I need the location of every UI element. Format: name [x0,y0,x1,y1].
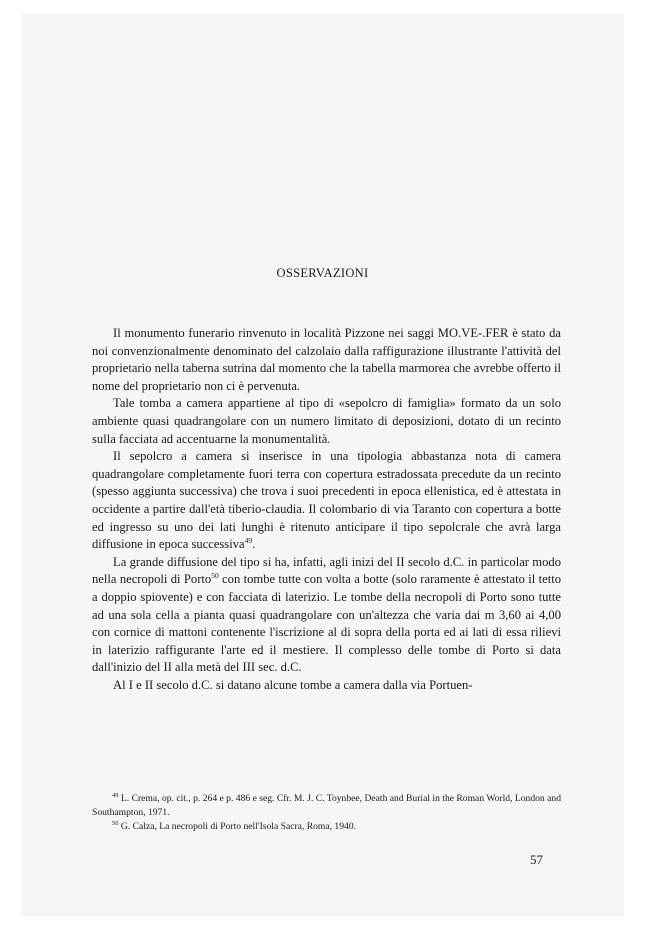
footnote-50 [92,820,561,834]
paragraph-1-text: Il monumento funerario rinvenuto in località Pizzone nei saggi MO.VE-.FER è stato da noi convenzionalmente denominato del calzolaio dalla raffigurazione illustrante l'attività del proprietario nella taberna sutrina dal momento che la tabella marmorea che avrebbe offerto il nome del proprietario non ci è pervenuta. [92,326,561,393]
page-number: 57 [530,852,543,867]
footnote-49 [92,792,561,820]
paragraph-4-text: La grande diffusione del tipo si ha, infatti, agli inizi del II secolo d.C. in particolar modo nella necropoli di Porto [92,554,561,587]
footnote-mark: 49 [112,791,119,799]
paragraph-5-text: Al I e II secolo d.C. si datano alcune tombe a camera dalla via Portuen- [113,677,473,692]
paragraph-2 [92,395,561,448]
body-text [92,325,561,694]
footnote-ref-49: 49 [244,535,253,545]
paragraph-1 [92,325,561,395]
footnote-ref-50: 50 [211,571,219,581]
paragraph-2-text: Tale tomba a camera appartiene al tipo di «sepolcro di famiglia» formato da un solo ambiente quasi quadrangolare con un numero limitato di deposizioni, dotato di un recinto sulla facciata ad accentuarne la monumentalità. [92,396,561,446]
footnote-mark: 50 [112,819,119,827]
paragraph-5 [92,677,561,695]
paragraph-3-text: Il sepolcro a camera si inserisce in una tipologia abbastanza nota di camera quadrangolare completamente fuori terra con copertura estradossata precedute da un recinto (spesso aggiunta successiva) che trova i suoi precedenti in epoca ellenistica, ed è attestata in occidente a partire dall'età tiberio-claudia. Il colombario di via Taranto con copertura a botte ed ingresso su uno dei lati lunghi è ritenuto anticipare il tipo sepolcrale che avrà larga diffusione in epoca successiva [92,449,561,552]
paragraph-4-end: con tombe tutte con volta a botte (solo raramente è attestato il tetto a doppio spiovente) e con facciata di laterizio. Le tombe della necropoli di Porto sono tutte ad una sola cella a pianta quasi quadrangolare con un'altezza che varia dai m 3,60 ai 4,00 con cornice di mattoni contenente l'iscrizione al di sopra della porta ed ai lati di essa rilievi in laterizio raffigurante l'arte ed il mestiere. Il complesso delle tombe di Porto si data dall'inizio del II alla metà del III sec. d.C. [92,572,561,675]
scanned-page [21,14,624,917]
footnotes [92,792,561,834]
footnote-text: G. Calza, La necropoli di Porto nell'Isola Sacra, Roma, 1940. [120,821,357,832]
paragraph-3-end: . [252,537,256,552]
paragraph-3 [92,448,561,554]
section-heading: OSSERVAZIONI [276,266,369,280]
paragraph-4 [92,554,561,677]
footnote-text: L. Crema, op. cit., p. 264 e p. 486 e seg. Cfr. M. J. C. Toynbee, Death and Burial in the Roman World, London and Southampton, 1971. [92,793,561,818]
